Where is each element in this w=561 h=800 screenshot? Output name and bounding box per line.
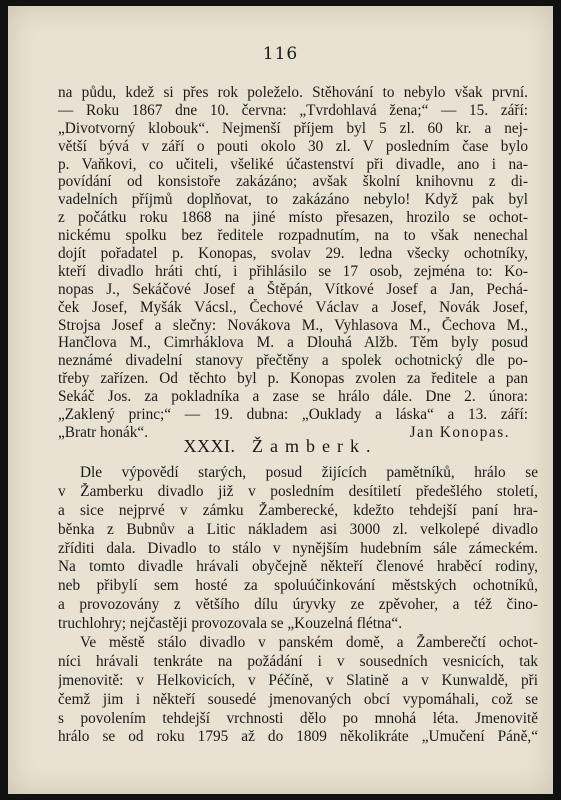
text-line: „Zaklený princ;“ — 19. dubna: „Ouklady a láska“ a 13. září: [58, 406, 528, 424]
paragraph-bottom [58, 464, 538, 747]
text-line-end: „Bratr honák“. [58, 423, 149, 441]
text-line: Strojsa Josef a slečny: Novákova M., Vyhlasova M., Čechova M., [58, 316, 528, 334]
text-line: a sice nejprvé v zámku Žamberecké, kdežto tehdejší paní hra- [58, 501, 538, 519]
text-line: nopas J., Sekáčové Josef a Štěpán, Vítkové Josef a Jan, Pechá- [58, 280, 528, 298]
text-line: čemž jim i někteří sousedé jmenovaných obcí vypomáhali, což se [58, 690, 538, 708]
page-number: 116 [262, 44, 299, 64]
text-line: povídání od konsistoře zakázáno; avšak školní knihovnu z di- [58, 173, 528, 191]
book-page [8, 6, 553, 794]
text-line: dojít pořadatel p. Konopas, svolav 29. ledna všecky ochotníky, [58, 245, 528, 263]
text-line: neznámé divadelní stanovy přečtěny a spolek ochotnický dle po- [58, 352, 528, 370]
text-line: zříditi dala. Divadlo to stálo v nynějším hudebním sále zámeckém. [58, 539, 538, 557]
text-line: třeby zařízen. Od těchto byl p. Konopas zvolen za ředitele a pan [58, 370, 528, 388]
text-line: a provozovány z většího dílu úryvky ze zpěvoher, a též čino- [58, 596, 538, 614]
text-line: ček Josef, Myšák Vácsl., Čechové Václav a Josef, Novák Josef, [58, 298, 528, 316]
text-line: „Divotvorný klobouk“. Nejmenší příjem byl 5 zl. 60 kr. a nej- [58, 119, 528, 137]
text-line: Ve městě stálo divadlo v panském domě, a Žamberečtí ochot- [80, 634, 538, 652]
text-line: p. Vaňkovi, co učiteli, všeliké účastenství při divadle, ano i na- [58, 155, 528, 173]
section-heading [8, 436, 553, 457]
text-line: hrálo se od roku 1795 až do 1809 několikráte „Umučení Páně,“ [58, 728, 538, 746]
text-line: Dle výpovědí starých, posud žijících pamětníků, hrálo se [80, 464, 538, 481]
text-line: jmenovitě: v Helkovicích, v Péčíně, v Slatině a v Kunwaldě, při [58, 671, 538, 689]
text-line: běnka z Bubnův a Litic nákladem asi 3000 zl. velkolepé divadlo [58, 520, 538, 538]
text-line: z počátku roku 1868 na jiné místo přesazen, hrozilo se ochot- [58, 209, 528, 227]
text-line: vadelních příjmů doplňovat, to zakázáno nebylo! Když pak byl [58, 191, 528, 209]
signature: Jan Konopas. [409, 423, 510, 441]
text-line: neb přibylí sem hosté za spoluúčinkování městských ochotníků, [58, 577, 538, 595]
text-line: Hančlova M., Cimrháklova M. a Dlouhá Alžb. Těm byly posud [58, 334, 528, 352]
text-line: větší bývá v září o pouti okolo 30 zl. V posledním čase bylo [58, 137, 528, 155]
section-number: XXXI. [183, 436, 236, 456]
text-line: nickému spolku bez ředitele rozpadnutím, na to však nenechal [58, 227, 528, 245]
text-line: v Žamberku divadlo již v posledním desítiletí předešlého století, [58, 482, 538, 500]
text-line: Na tomto divadle hrávali obyčejně někteří členové hraběcí rodiny, [58, 558, 538, 576]
text-line: truchlohry; nejčastěji provozovala se „Kouzelná flétna“. [58, 615, 403, 633]
text-line: kteří divadlo hráti chtí, i přihlásilo se 17 osob, zejména to: Ko- [58, 262, 528, 280]
text-line: na půdu, kdež si přes rok poleželo. Stěhování to nebylo však první. [58, 84, 528, 101]
text-line: níci hrávali tenkráte na požádání i v sousedních vesnicích, tak [58, 652, 538, 670]
text-line: — Roku 1867 dne 10. června: „Tvrdohlavá žena;“ — 15. září: [58, 101, 528, 119]
text-line: s povolením tehdejší vrchnosti dělo po mnohá léta. Jmenovitě [58, 709, 538, 727]
paragraph-top [58, 84, 528, 442]
text-line: Sekáč Jos. za pokladníka a zase se hrálo dále. Dne 2. února: [58, 388, 528, 406]
section-title: Žamberk. [252, 436, 378, 456]
